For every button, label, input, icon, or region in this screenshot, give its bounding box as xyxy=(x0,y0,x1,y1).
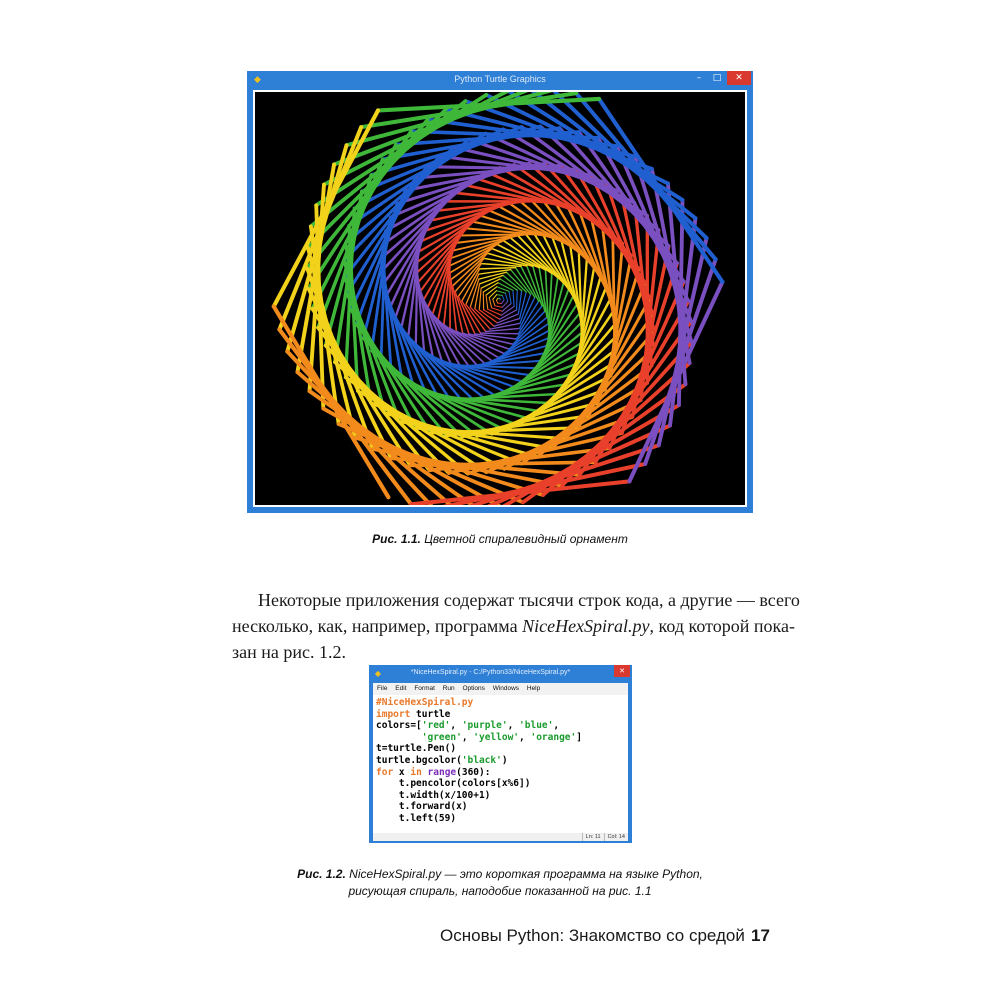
code-punct: , xyxy=(450,720,462,732)
running-footer-title: Основы Python: Знакомство со средой xyxy=(440,926,745,945)
idle-menubar xyxy=(373,683,628,695)
code-punct: ) xyxy=(501,754,508,766)
spiral-segment xyxy=(497,295,503,296)
code-line-8: t.pencolor(colors[x%6]) xyxy=(376,778,531,790)
caption-text-2: рисующая спираль, наподобие показанной на рис. 1.1 xyxy=(348,884,652,898)
spiral-segment xyxy=(480,268,516,269)
keyword-in: in xyxy=(410,766,422,778)
hex-spiral-drawing xyxy=(255,92,745,505)
menu-run[interactable]: Run xyxy=(442,685,455,692)
status-column: Col: 14 xyxy=(604,833,628,841)
spiral-segment xyxy=(505,293,507,301)
turtle-window-title: Python Turtle Graphics xyxy=(454,74,546,84)
code-line-2-rest: turtle xyxy=(410,708,451,720)
menu-format[interactable]: Format xyxy=(414,685,435,692)
string-orange: 'orange' xyxy=(530,731,577,743)
code-indent xyxy=(376,732,422,743)
code-punct: , xyxy=(507,720,520,732)
caption-line-1 xyxy=(0,866,1000,883)
builtin-range: range xyxy=(427,766,457,778)
code-line-1: #NiceHexSpiral.py xyxy=(376,697,474,708)
code-punct: , xyxy=(519,731,531,743)
caption-label: Рис. 1.1. xyxy=(372,532,421,546)
string-blue: 'blue' xyxy=(519,720,554,732)
idle-window-title: *NiceHexSpiral.py - C:/Python33/NiceHexSpiral.py* xyxy=(410,669,571,676)
menu-windows[interactable]: Windows xyxy=(492,685,520,692)
page-number: 17 xyxy=(751,926,770,945)
idle-icon: ◆ xyxy=(374,669,382,678)
maximize-icon[interactable]: □ xyxy=(712,73,722,83)
close-icon[interactable]: ✕ xyxy=(727,71,751,85)
string-red: 'red' xyxy=(421,720,451,732)
spiral-segment xyxy=(493,295,497,300)
keyword-for: for xyxy=(376,766,394,778)
code-line-3-start: colors=[ xyxy=(376,720,422,732)
menu-edit[interactable]: Edit xyxy=(395,685,407,692)
keyword-import: import xyxy=(376,708,411,720)
spiral-segment xyxy=(492,308,503,311)
spiral-segment xyxy=(513,290,514,306)
paragraph-line-3: зан на рис. 1.2. xyxy=(232,642,346,662)
idle-status-bar xyxy=(373,833,628,841)
minimize-icon[interactable]: – xyxy=(696,73,702,83)
string-yellow: 'yellow' xyxy=(473,731,520,743)
code-punct: , xyxy=(461,731,474,743)
turtle-canvas xyxy=(253,90,747,507)
spiral-segment xyxy=(496,291,505,293)
code-text xyxy=(373,695,628,825)
status-line: Ln: 11 xyxy=(582,833,604,841)
figure-1-2-caption xyxy=(0,866,1000,900)
spiral-segment xyxy=(553,92,706,238)
code-punct: ] xyxy=(576,731,582,743)
spiral-segment xyxy=(475,284,480,309)
spiral-segment xyxy=(502,295,504,300)
body-paragraph xyxy=(232,587,800,665)
code-var: x xyxy=(393,766,411,778)
spiral-segment xyxy=(481,333,519,334)
spiral-segment xyxy=(466,304,486,331)
turtle-icon: ◆ xyxy=(254,75,261,85)
string-purple: 'purple' xyxy=(461,720,508,732)
spiral-segment xyxy=(502,304,511,312)
turtle-window-titlebar[interactable] xyxy=(247,71,753,89)
spiral-segment xyxy=(453,253,488,286)
menu-file[interactable]: File xyxy=(377,685,388,692)
idle-editor-window xyxy=(369,665,632,843)
spiral-segment xyxy=(493,299,495,305)
caption-text-1: NiceHexSpiral.py — это короткая программа на языке Python, xyxy=(345,867,703,881)
code-line-5: t=turtle.Pen() xyxy=(376,743,457,755)
idle-window-titlebar[interactable] xyxy=(369,665,632,683)
menu-help[interactable]: Help xyxy=(526,685,541,692)
paragraph-line-2 xyxy=(232,613,795,639)
code-line-6-start: turtle.bgcolor( xyxy=(376,754,462,766)
turtle-graphics-window xyxy=(247,71,753,513)
spiral-segment xyxy=(502,300,505,303)
caption-label: Рис. 1.2. xyxy=(297,867,346,881)
code-line-10: t.forward(x) xyxy=(376,801,468,813)
string-green: 'green' xyxy=(421,731,462,743)
spiral-segment xyxy=(509,291,511,303)
paragraph-line-2-start: несколько, как, например, программа xyxy=(232,616,523,636)
spiral-segment xyxy=(486,295,488,309)
code-punct: , xyxy=(553,720,560,732)
paragraph-line-1: Некоторые приложения содержат тысячи строк кода, а другие — всего xyxy=(258,590,800,610)
spiral-segment xyxy=(469,361,541,366)
string-black: 'black' xyxy=(461,754,502,766)
spiral-segment xyxy=(287,145,346,351)
menu-options[interactable]: Options xyxy=(462,685,485,692)
code-line-9: t.width(x/100+1) xyxy=(376,789,491,801)
close-icon[interactable]: ✕ xyxy=(614,665,630,677)
spiral-segment xyxy=(517,290,518,310)
code-punct: (360): xyxy=(456,766,491,778)
caption-text: Цветной спиралевидный орнамент xyxy=(420,532,628,546)
figure-1-1-caption xyxy=(0,532,1000,546)
spiral-segment xyxy=(486,287,497,295)
spiral-segment xyxy=(502,301,507,307)
spiral-segment xyxy=(489,298,491,308)
spiral-segment xyxy=(479,288,481,310)
spiral-segment xyxy=(495,306,502,308)
program-name: NiceHexSpiral.py xyxy=(522,616,650,636)
spiral-segment xyxy=(516,268,535,298)
code-line-11: t.left(59) xyxy=(376,812,457,824)
code-editor[interactable] xyxy=(373,695,628,833)
paragraph-line-2-end: , код которой пока- xyxy=(649,616,795,636)
